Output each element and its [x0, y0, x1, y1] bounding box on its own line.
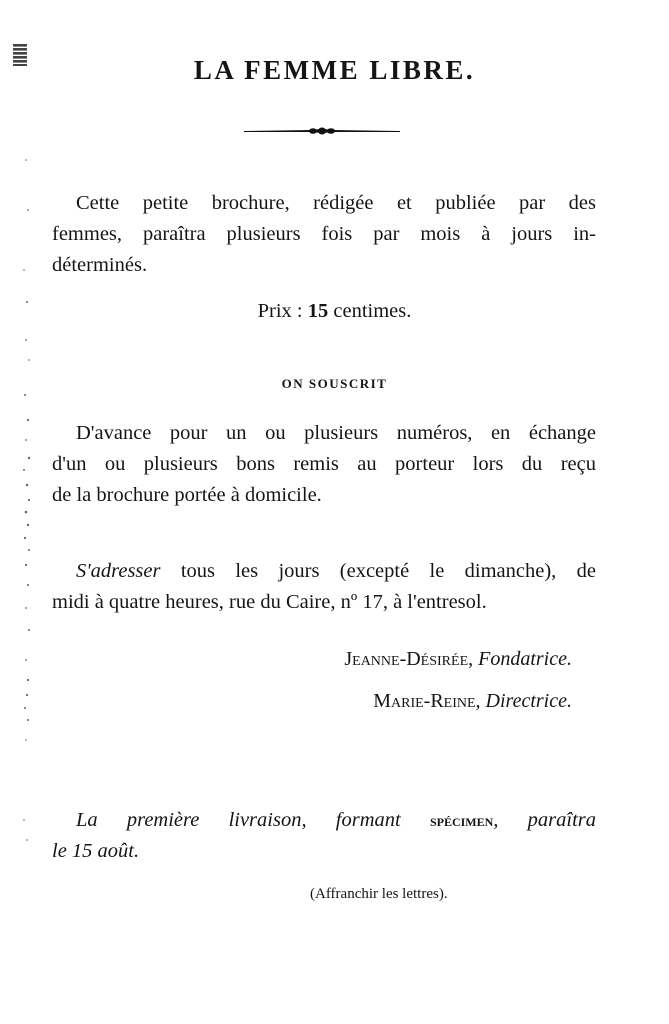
signature-founder: Jeanne-Désirée, Fondatrice.: [344, 648, 572, 670]
text-line: femmes, paraîtra plusieurs fois par mois à jours in-: [52, 223, 596, 245]
paragraph-subscription: [52, 418, 596, 511]
signature-name: Marie-Reine: [373, 690, 476, 712]
text-line: d'un ou plusieurs bons remis au porteur lors du reçu: [52, 453, 596, 475]
price-unit: centimes.: [333, 300, 412, 322]
margin-speckles: [14, 40, 34, 940]
text-line: [52, 805, 596, 836]
text-line: le 15 août.: [52, 840, 140, 862]
line-rest: tous les jours (excepté le dimanche), de: [160, 560, 596, 582]
signature-director: Marie-Reine, Directrice.: [373, 690, 572, 712]
price-label: Prix :: [257, 300, 303, 322]
paragraph-publication: [52, 188, 596, 281]
subscribe-heading: ON SOUSCRIT: [281, 376, 388, 391]
signature-role: Directrice.: [485, 690, 572, 712]
footnote: (Affranchir les lettres).: [310, 886, 448, 902]
document-title: LA FEMME LIBRE.: [193, 55, 476, 85]
text-line: de la brochure portée à domicile.: [52, 484, 322, 506]
announcement-text: La première livraison, formant: [76, 809, 430, 831]
price-line: [0, 300, 669, 323]
text-line: D'avance pour un ou plusieurs numéros, en échange: [76, 422, 596, 444]
specimen-word: spécimen: [429, 811, 494, 830]
signature-role: Fondatrice.: [478, 648, 572, 670]
text-line: midi à quatre heures, rue du Caire, nº 17, à l'entresol.: [52, 591, 487, 613]
paragraph-address: [52, 556, 596, 618]
announcement-text: , paraîtra: [493, 809, 596, 831]
text-line: déterminés.: [52, 254, 148, 276]
ornament-divider: [242, 124, 402, 138]
price-value: 15: [307, 300, 329, 322]
text-line: [52, 556, 596, 587]
signature-name: Jeanne-Désirée: [344, 648, 469, 670]
paragraph-announcement: [52, 805, 596, 867]
text-line: Cette petite brochure, rédigée et publiée par des: [76, 192, 596, 214]
italic-verb: S'adresser: [76, 560, 161, 582]
